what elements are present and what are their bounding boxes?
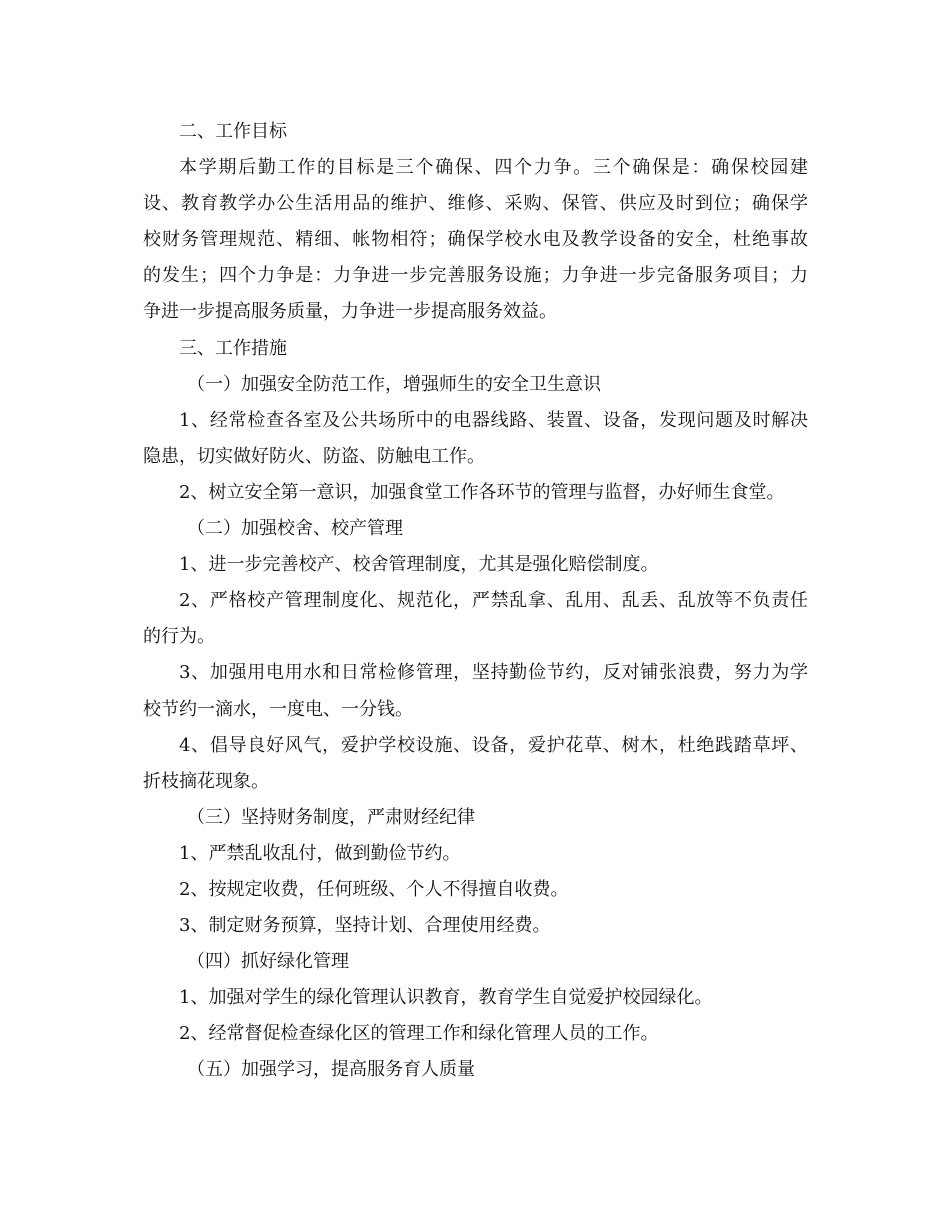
list-item: 1、进一步完善校产、校舍管理制度，尤其是强化赔偿制度。: [179, 554, 659, 576]
section-heading: 二、工作目标: [179, 121, 287, 142]
subsection-heading: （二）加强校舍、校产管理: [187, 518, 403, 540]
subsection-heading: （四）抓好绿化管理: [187, 951, 349, 973]
list-item: 2、经常督促检查绿化区的管理工作和绿化管理人员的工作。: [179, 1023, 659, 1045]
list-item: 1、加强对学生的绿化管理认识教育，教育学生自觉爱护校园绿化。: [179, 987, 713, 1009]
paragraph-line: 争进一步提高服务质量，力争进一步提高服务效益。: [143, 301, 557, 323]
paragraph-line: 校财务管理规范、精细、帐物相符；确保学校水电及教学设备的安全，杜绝事故: [143, 229, 808, 251]
list-item: 3、加强用电用水和日常检修管理，坚持勤俭节约，反对铺张浪费，努力为学: [179, 662, 808, 684]
list-item-continuation: 校节约一滴水，一度电、一分钱。: [143, 698, 413, 720]
paragraph-line: 本学期后勤工作的目标是三个确保、四个力争。三个确保是：确保校园建: [179, 157, 808, 179]
list-item: 3、制定财务预算，坚持计划、合理使用经费。: [179, 915, 551, 937]
list-item: 2、树立安全第一意识，加强食堂工作各环节的管理与监督，办好师生食堂。: [179, 481, 785, 503]
list-item: 1、严禁乱收乱付，做到勤俭节约。: [179, 842, 461, 864]
section-heading: 三、工作措施: [179, 337, 287, 359]
list-item: 2、严格校产管理制度化、规范化，严禁乱拿、乱用、乱丢、乱放等不负责任: [179, 590, 808, 612]
subsection-heading: （三）坚持财务制度，严肃财经纪律: [187, 806, 475, 828]
list-item: 4、倡导良好风气，爱护学校设施、设备，爱护花草、树木，杜绝践踏草坪、: [179, 734, 808, 756]
list-item-continuation: 的行为。: [143, 626, 215, 648]
paragraph-line: 的发生；四个力争是：力争进一步完善服务设施；力争进一步完备服务项目；力: [143, 265, 808, 287]
subsection-heading: （一）加强安全防范工作，增强师生的安全卫生意识: [187, 373, 601, 395]
list-item: 1、经常检查各室及公共场所中的电器线路、装置、设备，发现问题及时解决: [179, 409, 808, 431]
paragraph-line: 设、教育教学办公生活用品的维护、维修、采购、保管、供应及时到位；确保学: [143, 193, 808, 215]
document-body: [143, 114, 808, 1089]
subsection-heading: （五）加强学习，提高服务育人质量: [187, 1059, 475, 1081]
list-item-continuation: 隐患，切实做好防火、防盗、防触电工作。: [143, 445, 485, 467]
list-item: 2、按规定收费，任何班级、个人不得擅自收费。: [179, 878, 569, 900]
list-item-continuation: 折枝摘花现象。: [143, 770, 269, 792]
